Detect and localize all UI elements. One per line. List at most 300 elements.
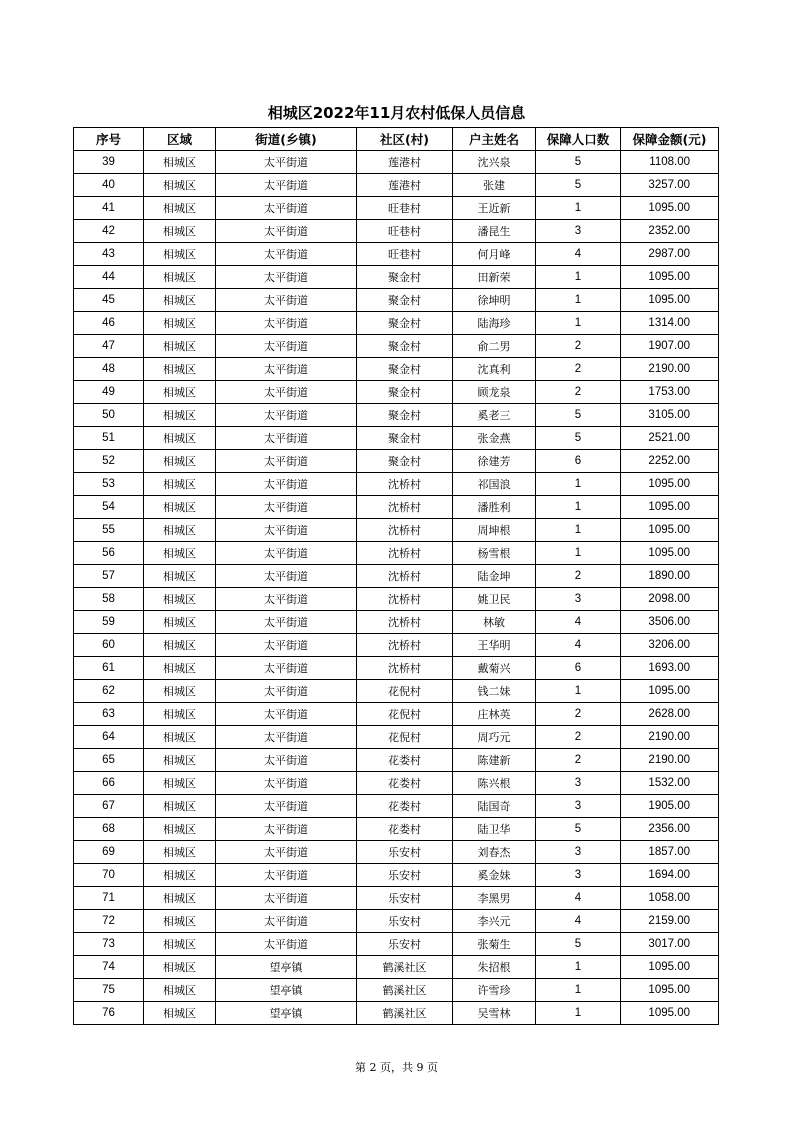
- table-row: [74, 634, 719, 657]
- cell-persons: 2: [536, 749, 621, 772]
- cell-region: 相城区: [144, 496, 216, 519]
- cell-amount: 2190.00: [621, 726, 719, 749]
- table-row: [74, 266, 719, 289]
- cell-community: 沈桥村: [357, 473, 453, 496]
- cell-community: 乐安村: [357, 910, 453, 933]
- cell-householder: 张建: [453, 174, 536, 197]
- cell-street: 太平街道: [216, 197, 357, 220]
- cell-householder: 陆国奇: [453, 795, 536, 818]
- cell-persons: 2: [536, 358, 621, 381]
- cell-index: 58: [74, 588, 144, 611]
- cell-community: 莲港村: [357, 174, 453, 197]
- cell-persons: 5: [536, 151, 621, 174]
- page-footer: 第 2 页，共 9 页: [355, 1061, 438, 1074]
- cell-householder: 潘昆生: [453, 220, 536, 243]
- cell-persons: 1: [536, 266, 621, 289]
- cell-index: 67: [74, 795, 144, 818]
- cell-householder: 陆卫华: [453, 818, 536, 841]
- cell-amount: 1095.00: [621, 956, 719, 979]
- cell-amount: 2098.00: [621, 588, 719, 611]
- cell-persons: 2: [536, 726, 621, 749]
- cell-region: 相城区: [144, 910, 216, 933]
- cell-community: 聚金村: [357, 358, 453, 381]
- cell-street: 望亭镇: [216, 1002, 357, 1025]
- col-header-street: 街道(乡镇): [216, 128, 357, 151]
- cell-persons: 2: [536, 703, 621, 726]
- cell-street: 太平街道: [216, 266, 357, 289]
- cell-street: 太平街道: [216, 887, 357, 910]
- cell-community: 聚金村: [357, 266, 453, 289]
- cell-region: 相城区: [144, 473, 216, 496]
- cell-region: 相城区: [144, 174, 216, 197]
- cell-street: 太平街道: [216, 243, 357, 266]
- cell-region: 相城区: [144, 634, 216, 657]
- table-row: [74, 289, 719, 312]
- cell-householder: 沈真利: [453, 358, 536, 381]
- col-header-persons: 保障人口数: [536, 128, 621, 151]
- cell-householder: 陈兴根: [453, 772, 536, 795]
- cell-community: 鹤溪社区: [357, 956, 453, 979]
- table-row: [74, 473, 719, 496]
- table-row: [74, 565, 719, 588]
- table-row: [74, 657, 719, 680]
- cell-householder: 沈兴泉: [453, 151, 536, 174]
- cell-street: 望亭镇: [216, 979, 357, 1002]
- cell-householder: 林敏: [453, 611, 536, 634]
- cell-index: 69: [74, 841, 144, 864]
- table-row: [74, 910, 719, 933]
- cell-householder: 田新荣: [453, 266, 536, 289]
- cell-street: 太平街道: [216, 910, 357, 933]
- cell-persons: 1: [536, 496, 621, 519]
- cell-community: 沈桥村: [357, 588, 453, 611]
- cell-index: 56: [74, 542, 144, 565]
- cell-street: 太平街道: [216, 404, 357, 427]
- cell-index: 55: [74, 519, 144, 542]
- cell-persons: 3: [536, 841, 621, 864]
- cell-persons: 6: [536, 657, 621, 680]
- cell-persons: 4: [536, 634, 621, 657]
- cell-persons: 1: [536, 956, 621, 979]
- cell-householder: 李黑男: [453, 887, 536, 910]
- table-row: [74, 450, 719, 473]
- cell-community: 沈桥村: [357, 519, 453, 542]
- cell-amount: 2628.00: [621, 703, 719, 726]
- cell-street: 太平街道: [216, 496, 357, 519]
- cell-street: 太平街道: [216, 220, 357, 243]
- cell-householder: 王华明: [453, 634, 536, 657]
- cell-amount: 3105.00: [621, 404, 719, 427]
- cell-persons: 2: [536, 381, 621, 404]
- cell-community: 沈桥村: [357, 634, 453, 657]
- table-row: [74, 1002, 719, 1025]
- cell-street: 太平街道: [216, 519, 357, 542]
- col-header-index: 序号: [74, 128, 144, 151]
- cell-amount: 2521.00: [621, 427, 719, 450]
- cell-street: 太平街道: [216, 335, 357, 358]
- cell-index: 72: [74, 910, 144, 933]
- cell-street: 太平街道: [216, 565, 357, 588]
- cell-region: 相城区: [144, 519, 216, 542]
- cell-community: 花倪村: [357, 680, 453, 703]
- table-row: [74, 841, 719, 864]
- table-row: [74, 197, 719, 220]
- cell-amount: 2252.00: [621, 450, 719, 473]
- cell-region: 相城区: [144, 312, 216, 335]
- cell-householder: 张金燕: [453, 427, 536, 450]
- cell-community: 莲港村: [357, 151, 453, 174]
- cell-amount: 1095.00: [621, 197, 719, 220]
- cell-index: 60: [74, 634, 144, 657]
- cell-persons: 4: [536, 611, 621, 634]
- cell-persons: 1: [536, 197, 621, 220]
- cell-region: 相城区: [144, 335, 216, 358]
- cell-community: 聚金村: [357, 335, 453, 358]
- cell-persons: 4: [536, 910, 621, 933]
- cell-community: 鹤溪社区: [357, 1002, 453, 1025]
- cell-community: 沈桥村: [357, 611, 453, 634]
- cell-householder: 陆金坤: [453, 565, 536, 588]
- cell-persons: 5: [536, 933, 621, 956]
- table-row: [74, 358, 719, 381]
- cell-householder: 张菊生: [453, 933, 536, 956]
- cell-street: 太平街道: [216, 864, 357, 887]
- cell-region: 相城区: [144, 1002, 216, 1025]
- cell-householder: 杨雪根: [453, 542, 536, 565]
- cell-index: 41: [74, 197, 144, 220]
- cell-street: 太平街道: [216, 657, 357, 680]
- cell-persons: 1: [536, 979, 621, 1002]
- cell-region: 相城区: [144, 864, 216, 887]
- cell-amount: 1095.00: [621, 496, 719, 519]
- cell-index: 73: [74, 933, 144, 956]
- table-row: [74, 151, 719, 174]
- cell-region: 相城区: [144, 726, 216, 749]
- cell-region: 相城区: [144, 197, 216, 220]
- cell-community: 花娄村: [357, 772, 453, 795]
- data-table: [73, 127, 719, 1025]
- cell-index: 49: [74, 381, 144, 404]
- cell-region: 相城区: [144, 542, 216, 565]
- cell-amount: 1753.00: [621, 381, 719, 404]
- cell-index: 63: [74, 703, 144, 726]
- cell-householder: 戴菊兴: [453, 657, 536, 680]
- cell-amount: 1095.00: [621, 680, 719, 703]
- cell-street: 太平街道: [216, 312, 357, 335]
- cell-amount: 1095.00: [621, 979, 719, 1002]
- cell-index: 47: [74, 335, 144, 358]
- table-row: [74, 174, 719, 197]
- table-row: [74, 381, 719, 404]
- cell-householder: 陆海珍: [453, 312, 536, 335]
- table-body: [74, 151, 719, 1025]
- cell-region: 相城区: [144, 266, 216, 289]
- cell-community: 花娄村: [357, 795, 453, 818]
- cell-index: 64: [74, 726, 144, 749]
- cell-community: 乐安村: [357, 864, 453, 887]
- cell-persons: 3: [536, 220, 621, 243]
- cell-region: 相城区: [144, 680, 216, 703]
- cell-community: 聚金村: [357, 404, 453, 427]
- cell-region: 相城区: [144, 220, 216, 243]
- cell-index: 40: [74, 174, 144, 197]
- cell-index: 76: [74, 1002, 144, 1025]
- cell-index: 43: [74, 243, 144, 266]
- header-row: [74, 128, 719, 151]
- cell-region: 相城区: [144, 404, 216, 427]
- cell-index: 65: [74, 749, 144, 772]
- table-row: [74, 427, 719, 450]
- cell-householder: 姚卫民: [453, 588, 536, 611]
- cell-community: 聚金村: [357, 427, 453, 450]
- cell-community: 旺巷村: [357, 197, 453, 220]
- cell-region: 相城区: [144, 358, 216, 381]
- cell-amount: 2352.00: [621, 220, 719, 243]
- cell-community: 乐安村: [357, 887, 453, 910]
- cell-street: 太平街道: [216, 450, 357, 473]
- cell-amount: 1095.00: [621, 1002, 719, 1025]
- cell-street: 太平街道: [216, 703, 357, 726]
- cell-index: 45: [74, 289, 144, 312]
- cell-index: 44: [74, 266, 144, 289]
- cell-index: 74: [74, 956, 144, 979]
- cell-persons: 5: [536, 818, 621, 841]
- cell-amount: 1314.00: [621, 312, 719, 335]
- cell-householder: 王近新: [453, 197, 536, 220]
- cell-region: 相城区: [144, 703, 216, 726]
- table-row: [74, 979, 719, 1002]
- table-row: [74, 795, 719, 818]
- cell-index: 75: [74, 979, 144, 1002]
- cell-persons: 1: [536, 542, 621, 565]
- cell-street: 太平街道: [216, 772, 357, 795]
- cell-index: 61: [74, 657, 144, 680]
- cell-street: 太平街道: [216, 358, 357, 381]
- cell-persons: 2: [536, 335, 621, 358]
- cell-householder: 刘春杰: [453, 841, 536, 864]
- cell-householder: 周坤根: [453, 519, 536, 542]
- cell-index: 71: [74, 887, 144, 910]
- cell-street: 太平街道: [216, 841, 357, 864]
- cell-persons: 3: [536, 588, 621, 611]
- cell-persons: 6: [536, 450, 621, 473]
- cell-amount: 1694.00: [621, 864, 719, 887]
- cell-householder: 许雪珍: [453, 979, 536, 1002]
- table-row: [74, 335, 719, 358]
- cell-street: 太平街道: [216, 289, 357, 312]
- cell-street: 太平街道: [216, 818, 357, 841]
- cell-street: 太平街道: [216, 933, 357, 956]
- table-row: [74, 887, 719, 910]
- cell-amount: 2356.00: [621, 818, 719, 841]
- cell-community: 沈桥村: [357, 657, 453, 680]
- cell-community: 花倪村: [357, 726, 453, 749]
- cell-community: 花娄村: [357, 749, 453, 772]
- col-header-community: 社区(村): [357, 128, 453, 151]
- cell-community: 沈桥村: [357, 565, 453, 588]
- cell-householder: 徐建芳: [453, 450, 536, 473]
- cell-persons: 3: [536, 864, 621, 887]
- page-title: 相城区2022年11月农村低保人员信息: [267, 104, 526, 122]
- cell-index: 66: [74, 772, 144, 795]
- table-row: [74, 404, 719, 427]
- cell-persons: 1: [536, 1002, 621, 1025]
- cell-region: 相城区: [144, 657, 216, 680]
- cell-community: 沈桥村: [357, 542, 453, 565]
- cell-amount: 3506.00: [621, 611, 719, 634]
- cell-community: 聚金村: [357, 289, 453, 312]
- cell-householder: 俞二男: [453, 335, 536, 358]
- table-row: [74, 703, 719, 726]
- cell-street: 太平街道: [216, 726, 357, 749]
- cell-index: 48: [74, 358, 144, 381]
- table-row: [74, 680, 719, 703]
- table-row: [74, 519, 719, 542]
- cell-householder: 徐坤明: [453, 289, 536, 312]
- cell-householder: 奚老三: [453, 404, 536, 427]
- cell-region: 相城区: [144, 772, 216, 795]
- cell-amount: 1890.00: [621, 565, 719, 588]
- cell-amount: 3206.00: [621, 634, 719, 657]
- cell-householder: 奚金妹: [453, 864, 536, 887]
- cell-persons: 1: [536, 519, 621, 542]
- cell-region: 相城区: [144, 151, 216, 174]
- cell-region: 相城区: [144, 450, 216, 473]
- cell-index: 39: [74, 151, 144, 174]
- table-row: [74, 611, 719, 634]
- cell-amount: 1108.00: [621, 151, 719, 174]
- cell-amount: 1905.00: [621, 795, 719, 818]
- cell-index: 59: [74, 611, 144, 634]
- cell-community: 乐安村: [357, 841, 453, 864]
- cell-index: 51: [74, 427, 144, 450]
- cell-community: 聚金村: [357, 381, 453, 404]
- cell-householder: 庄林英: [453, 703, 536, 726]
- table-row: [74, 818, 719, 841]
- cell-persons: 1: [536, 289, 621, 312]
- cell-community: 旺巷村: [357, 220, 453, 243]
- cell-region: 相城区: [144, 243, 216, 266]
- cell-amount: 1532.00: [621, 772, 719, 795]
- cell-region: 相城区: [144, 588, 216, 611]
- table-row: [74, 243, 719, 266]
- cell-persons: 5: [536, 404, 621, 427]
- cell-householder: 钱二妹: [453, 680, 536, 703]
- cell-amount: 1907.00: [621, 335, 719, 358]
- table-row: [74, 220, 719, 243]
- cell-amount: 3257.00: [621, 174, 719, 197]
- cell-householder: 朱招根: [453, 956, 536, 979]
- cell-index: 68: [74, 818, 144, 841]
- table-row: [74, 496, 719, 519]
- cell-community: 花倪村: [357, 703, 453, 726]
- cell-index: 52: [74, 450, 144, 473]
- cell-amount: 2987.00: [621, 243, 719, 266]
- cell-persons: 5: [536, 174, 621, 197]
- cell-householder: 祁国浪: [453, 473, 536, 496]
- table-row: [74, 726, 719, 749]
- cell-community: 沈桥村: [357, 496, 453, 519]
- cell-householder: 李兴元: [453, 910, 536, 933]
- cell-index: 62: [74, 680, 144, 703]
- cell-index: 46: [74, 312, 144, 335]
- table-row: [74, 772, 719, 795]
- cell-street: 太平街道: [216, 151, 357, 174]
- cell-amount: 2190.00: [621, 358, 719, 381]
- cell-street: 太平街道: [216, 634, 357, 657]
- cell-region: 相城区: [144, 381, 216, 404]
- cell-persons: 5: [536, 427, 621, 450]
- table-row: [74, 312, 719, 335]
- cell-community: 聚金村: [357, 312, 453, 335]
- cell-persons: 3: [536, 795, 621, 818]
- cell-street: 太平街道: [216, 473, 357, 496]
- cell-street: 太平街道: [216, 795, 357, 818]
- cell-region: 相城区: [144, 611, 216, 634]
- cell-index: 57: [74, 565, 144, 588]
- cell-amount: 1058.00: [621, 887, 719, 910]
- cell-street: 太平街道: [216, 611, 357, 634]
- cell-region: 相城区: [144, 289, 216, 312]
- cell-index: 54: [74, 496, 144, 519]
- cell-region: 相城区: [144, 795, 216, 818]
- cell-street: 太平街道: [216, 542, 357, 565]
- cell-amount: 1095.00: [621, 519, 719, 542]
- cell-region: 相城区: [144, 841, 216, 864]
- cell-persons: 2: [536, 565, 621, 588]
- table-row: [74, 864, 719, 887]
- cell-community: 花娄村: [357, 818, 453, 841]
- cell-region: 相城区: [144, 956, 216, 979]
- cell-persons: 4: [536, 887, 621, 910]
- cell-householder: 吴雪林: [453, 1002, 536, 1025]
- cell-amount: 1095.00: [621, 266, 719, 289]
- table-row: [74, 956, 719, 979]
- cell-street: 太平街道: [216, 381, 357, 404]
- table-row: [74, 588, 719, 611]
- table-row: [74, 933, 719, 956]
- cell-street: 太平街道: [216, 427, 357, 450]
- cell-region: 相城区: [144, 818, 216, 841]
- cell-region: 相城区: [144, 979, 216, 1002]
- cell-persons: 1: [536, 312, 621, 335]
- cell-index: 53: [74, 473, 144, 496]
- cell-street: 太平街道: [216, 174, 357, 197]
- cell-amount: 3017.00: [621, 933, 719, 956]
- cell-index: 42: [74, 220, 144, 243]
- cell-householder: 何月峰: [453, 243, 536, 266]
- cell-region: 相城区: [144, 749, 216, 772]
- cell-region: 相城区: [144, 887, 216, 910]
- cell-householder: 顾龙泉: [453, 381, 536, 404]
- cell-amount: 1095.00: [621, 542, 719, 565]
- cell-persons: 1: [536, 680, 621, 703]
- cell-amount: 1095.00: [621, 289, 719, 312]
- cell-amount: 2159.00: [621, 910, 719, 933]
- cell-amount: 1857.00: [621, 841, 719, 864]
- cell-amount: 2190.00: [621, 749, 719, 772]
- cell-region: 相城区: [144, 427, 216, 450]
- cell-index: 70: [74, 864, 144, 887]
- cell-community: 乐安村: [357, 933, 453, 956]
- table-row: [74, 542, 719, 565]
- cell-persons: 4: [536, 243, 621, 266]
- cell-community: 鹤溪社区: [357, 979, 453, 1002]
- cell-region: 相城区: [144, 565, 216, 588]
- cell-householder: 潘胜利: [453, 496, 536, 519]
- col-header-region: 区域: [144, 128, 216, 151]
- cell-street: 太平街道: [216, 749, 357, 772]
